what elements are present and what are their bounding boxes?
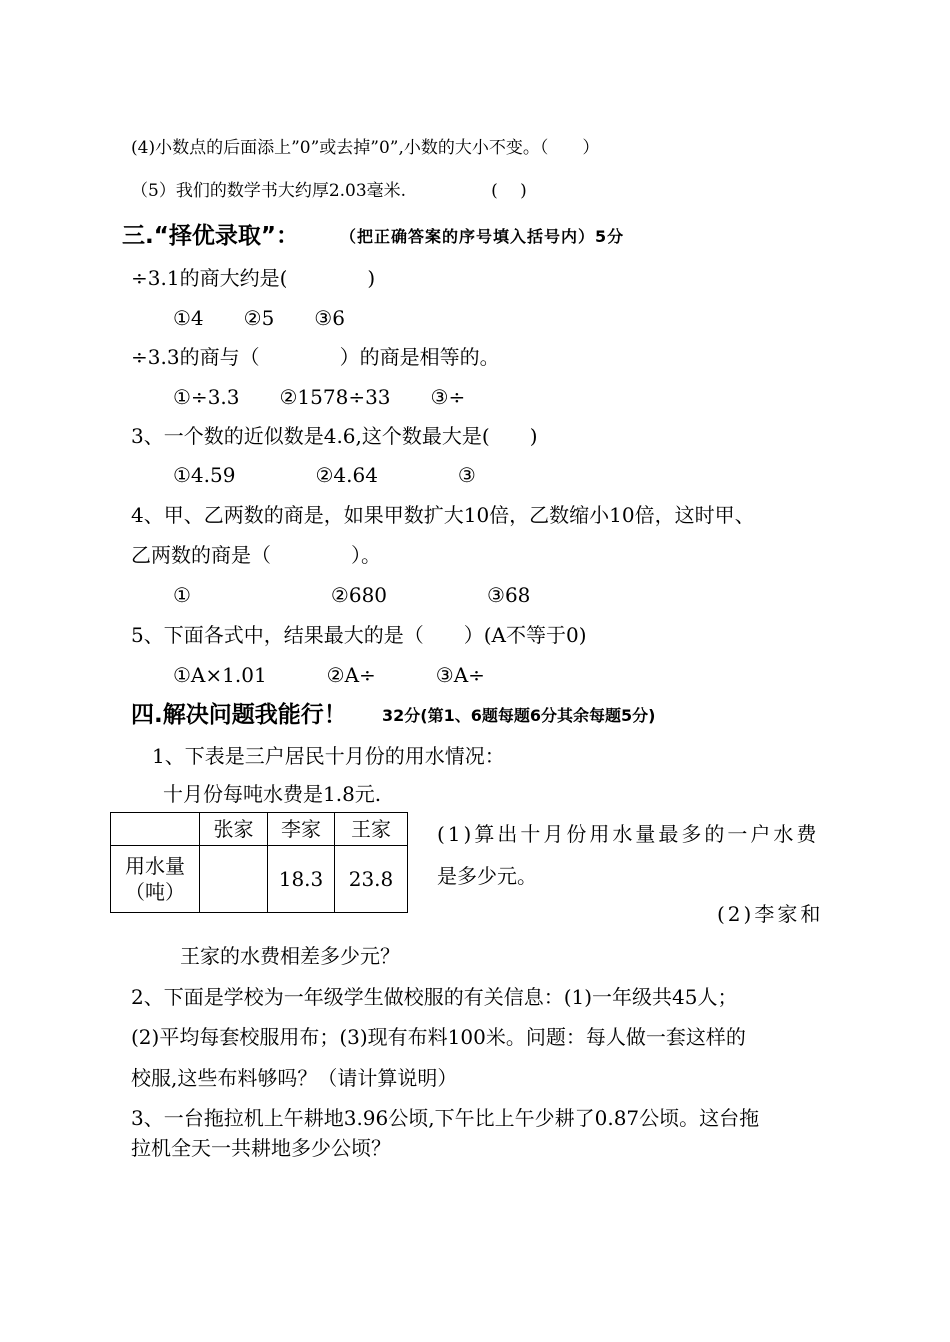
- choice-question-5: 5、下面各式中，结果最大的是（ ）(A不等于0): [131, 623, 587, 647]
- table-row-label-line-1: 用水量: [125, 854, 185, 878]
- section-4-note: 32分(第1、6题每题6分其余每题5分): [382, 706, 656, 725]
- problem-3-line-1: 3、一台拖拉机上午耕地3.96公顷,下午比上午少耕了0.87公顷。这台拖: [131, 1106, 760, 1130]
- choice-question-3: 3、一个数的近似数是4.6,这个数最大是( ): [131, 424, 538, 448]
- problem-1-question-1-line-1: (1)算出十月份用水量最多的一户水费: [437, 822, 820, 846]
- problem-1-rate: 十月份每吨水费是1.8元.: [163, 782, 382, 806]
- choice-question-3-options: ①4.59 ②4.64 ③: [173, 463, 476, 487]
- judge-question-4: (4)小数点的后面添上”0”或去掉”0”,小数的大小不变。（ ）: [131, 138, 600, 158]
- judge-question-5: （5）我们的数学书大约厚2.03毫米. ( ): [131, 181, 527, 201]
- section-3-note: （把正确答案的序号填入括号内）5分: [340, 227, 625, 246]
- water-usage-table: [110, 812, 408, 913]
- table-row-label: [111, 846, 200, 913]
- table-row-label-line-2: （吨）: [125, 880, 185, 904]
- choice-question-4-options: ① ②680 ③68: [173, 583, 531, 607]
- choice-question-2-options: ①÷3.3 ②1578÷33 ③÷: [173, 385, 466, 409]
- section-4-title: 四.解决问题我能行！: [131, 702, 347, 728]
- problem-1-question-2-line-2: 王家的水费相差多少元？: [180, 944, 400, 968]
- choice-question-4-line-1: 4、甲、乙两数的商是，如果甲数扩大10倍，乙数缩小10倍，这时甲、: [131, 503, 755, 527]
- problem-1-intro: 1、下表是三户居民十月份的用水情况：: [152, 744, 505, 768]
- choice-question-2: ÷3.3的商与（ ）的商是相等的。: [131, 345, 500, 369]
- table-header-zhang: 张家: [200, 813, 268, 846]
- problem-2-line-3: 校服,这些布料够吗？（请计算说明）: [131, 1066, 458, 1090]
- table-header-row: [111, 813, 408, 846]
- problem-1-question-1-line-2: 是多少元。: [437, 864, 537, 888]
- problem-1-question-2-line-1: (2)李家和: [717, 902, 824, 926]
- problem-3-line-2: 拉机全天一共耕地多少公顷？: [131, 1136, 391, 1160]
- choice-question-1-options: ①4 ②5 ③6: [173, 306, 345, 330]
- table-cell-wang: 23.8: [335, 846, 408, 913]
- section-3-title: 三.“择优录取”：: [122, 223, 299, 249]
- table-header-wang: 王家: [335, 813, 408, 846]
- choice-question-4-line-2: 乙两数的商是（ ）。: [131, 543, 381, 567]
- table-header-li: 李家: [268, 813, 335, 846]
- choice-question-5-options: ①A×1.01 ②A÷ ③A÷: [173, 663, 485, 687]
- problem-2-line-1: 2、下面是学校为一年级学生做校服的有关信息：(1)一年级共45人；: [131, 985, 738, 1009]
- table-cell-zhang: [200, 846, 268, 913]
- table-cell-li: 18.3: [268, 846, 335, 913]
- problem-2-line-2: (2)平均每套校服用布；(3)现有布料100米。问题：每人做一套这样的: [131, 1025, 746, 1049]
- choice-question-1: ÷3.1的商大约是( ): [131, 266, 376, 290]
- table-row: [111, 846, 408, 913]
- table-header-empty: [111, 813, 200, 846]
